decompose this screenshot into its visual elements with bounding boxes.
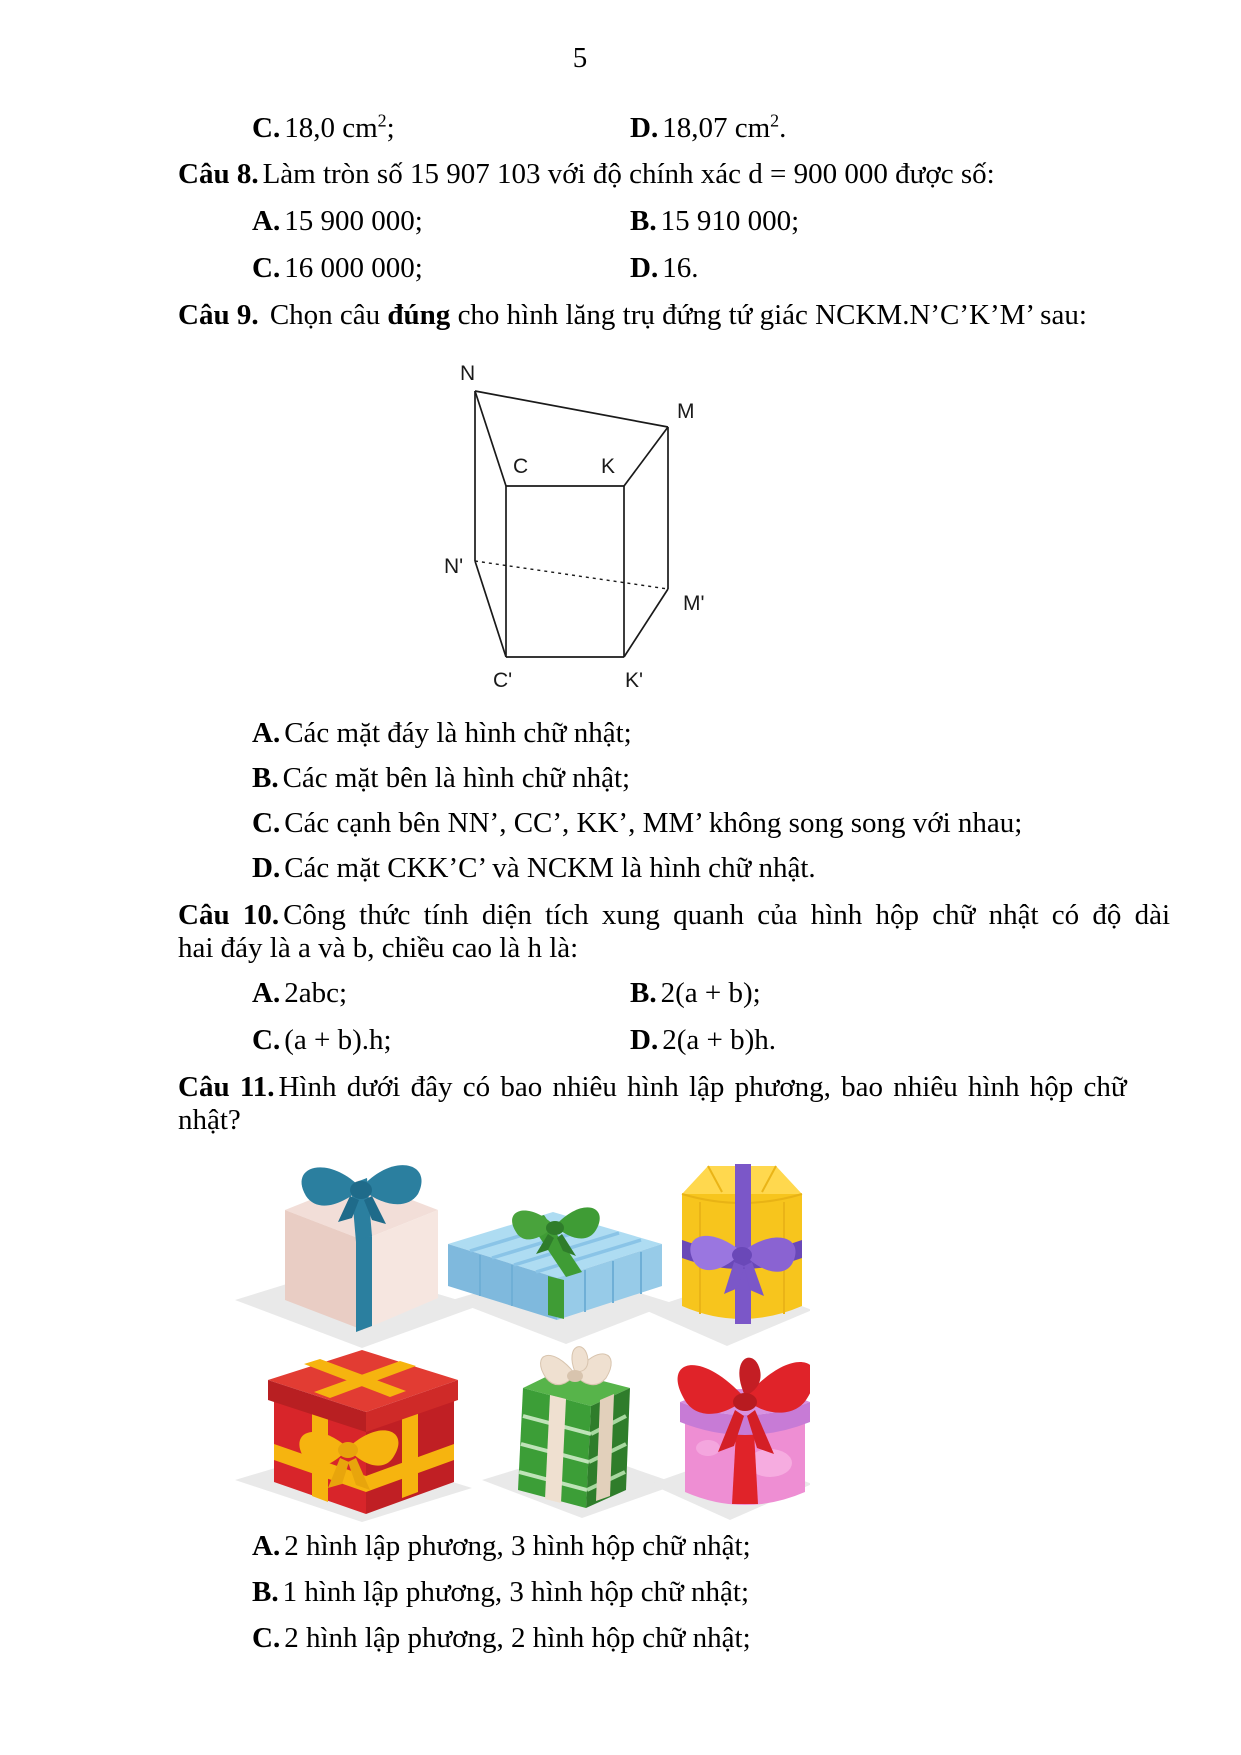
vertex-label-c: C [513,455,529,478]
vertex-label-k: K [601,455,616,478]
gift-box-6-pink-round [678,1358,810,1505]
gift-box-3-yellow-cylinder [682,1164,802,1324]
q9-option-b: B. Các mặt bên là hình chữ nhật; [252,762,631,794]
prism-figure [400,330,720,715]
q9-heading: Câu 9. Chọn câu đúng cho hình lăng trụ đứng tứ giác NCKM.N’C’K’M’ sau: [178,299,1087,331]
q9-option-c: C. Các cạnh bên NN’, CC’, KK’, MM’ không song song với nhau; [252,807,1023,839]
gift-box-1-cream-cube [285,1165,438,1332]
q11-heading-line1: Câu 11. Hình dưới đây có bao nhiêu hình lập phương, bao nhiêu hình hộp chữ [178,1071,1127,1103]
q11-heading-line2: nhật? [178,1104,241,1136]
q11-option-a: A. 2 hình lập phương, 3 hình hộp chữ nhật; [252,1530,751,1562]
hidden-edge [475,561,668,589]
q9-option-d: D. Các mặt CKK’C’ và NCKM là hình chữ nhật. [252,852,816,884]
q10-heading-line2: hai đáy là a và b, chiều cao là h là: [178,932,579,964]
q8-option-d: D. 16. [630,252,699,284]
question-label: Câu 10. [178,899,280,931]
vertex-label-k1: K' [625,669,644,692]
question-label: Câu 9. [178,299,259,331]
vertex-label-n: N [460,362,476,385]
prism-edges [475,391,668,657]
q11-option-c: C. 2 hình lập phương, 2 hình hộp chữ nhật; [252,1622,751,1654]
gift-box-4-red-box [268,1350,458,1514]
q11-option-b: B. 1 hình lập phương, 3 hình hộp chữ nhật; [252,1576,750,1608]
q10-option-b: B. 2(a + b); [630,977,761,1009]
vertex-label-m: M [677,400,695,423]
option-letter: C. [252,112,281,144]
prev-option-c: C. 18,0 $cm^2$; [252,110,395,144]
vertex-label-m1: M' [683,592,705,615]
q10-option-d: D. 2(a + b)h. [630,1024,776,1056]
q8-option-a: A. 15 900 000; [252,205,423,237]
vertex-label-c1: C' [493,669,513,692]
q8-option-c: C. 16 000 000; [252,252,423,284]
gift-box-5-green-box [518,1347,630,1508]
q10-heading-line1: Câu 10. Công thức tính diện tích xung quanh của hình hộp chữ nhật có độ dài [178,899,1171,931]
gift-boxes-illustration [230,1148,810,1523]
q10-option-c: C. (a + b).h; [252,1024,392,1056]
question-label: Câu 8. [178,158,259,190]
vertex-label-n1: N' [444,555,464,578]
superscript: 2 [770,110,780,131]
q8-heading: Câu 8. Làm tròn số 15 907 103 với độ chính xác d = 900 000 được số: [178,158,995,190]
page-number: 5 [572,42,588,74]
question-label: Câu 11. [178,1071,275,1103]
q9-option-a: A. Các mặt đáy là hình chữ nhật; [252,717,632,749]
superscript: 2 [377,110,387,131]
q8-option-b: B. 15 910 000; [630,205,800,237]
option-letter: D. [630,112,659,144]
prev-option-d: D. 18,07 $cm^2$. [630,110,787,144]
q10-option-a: A. 2abc; [252,977,348,1009]
